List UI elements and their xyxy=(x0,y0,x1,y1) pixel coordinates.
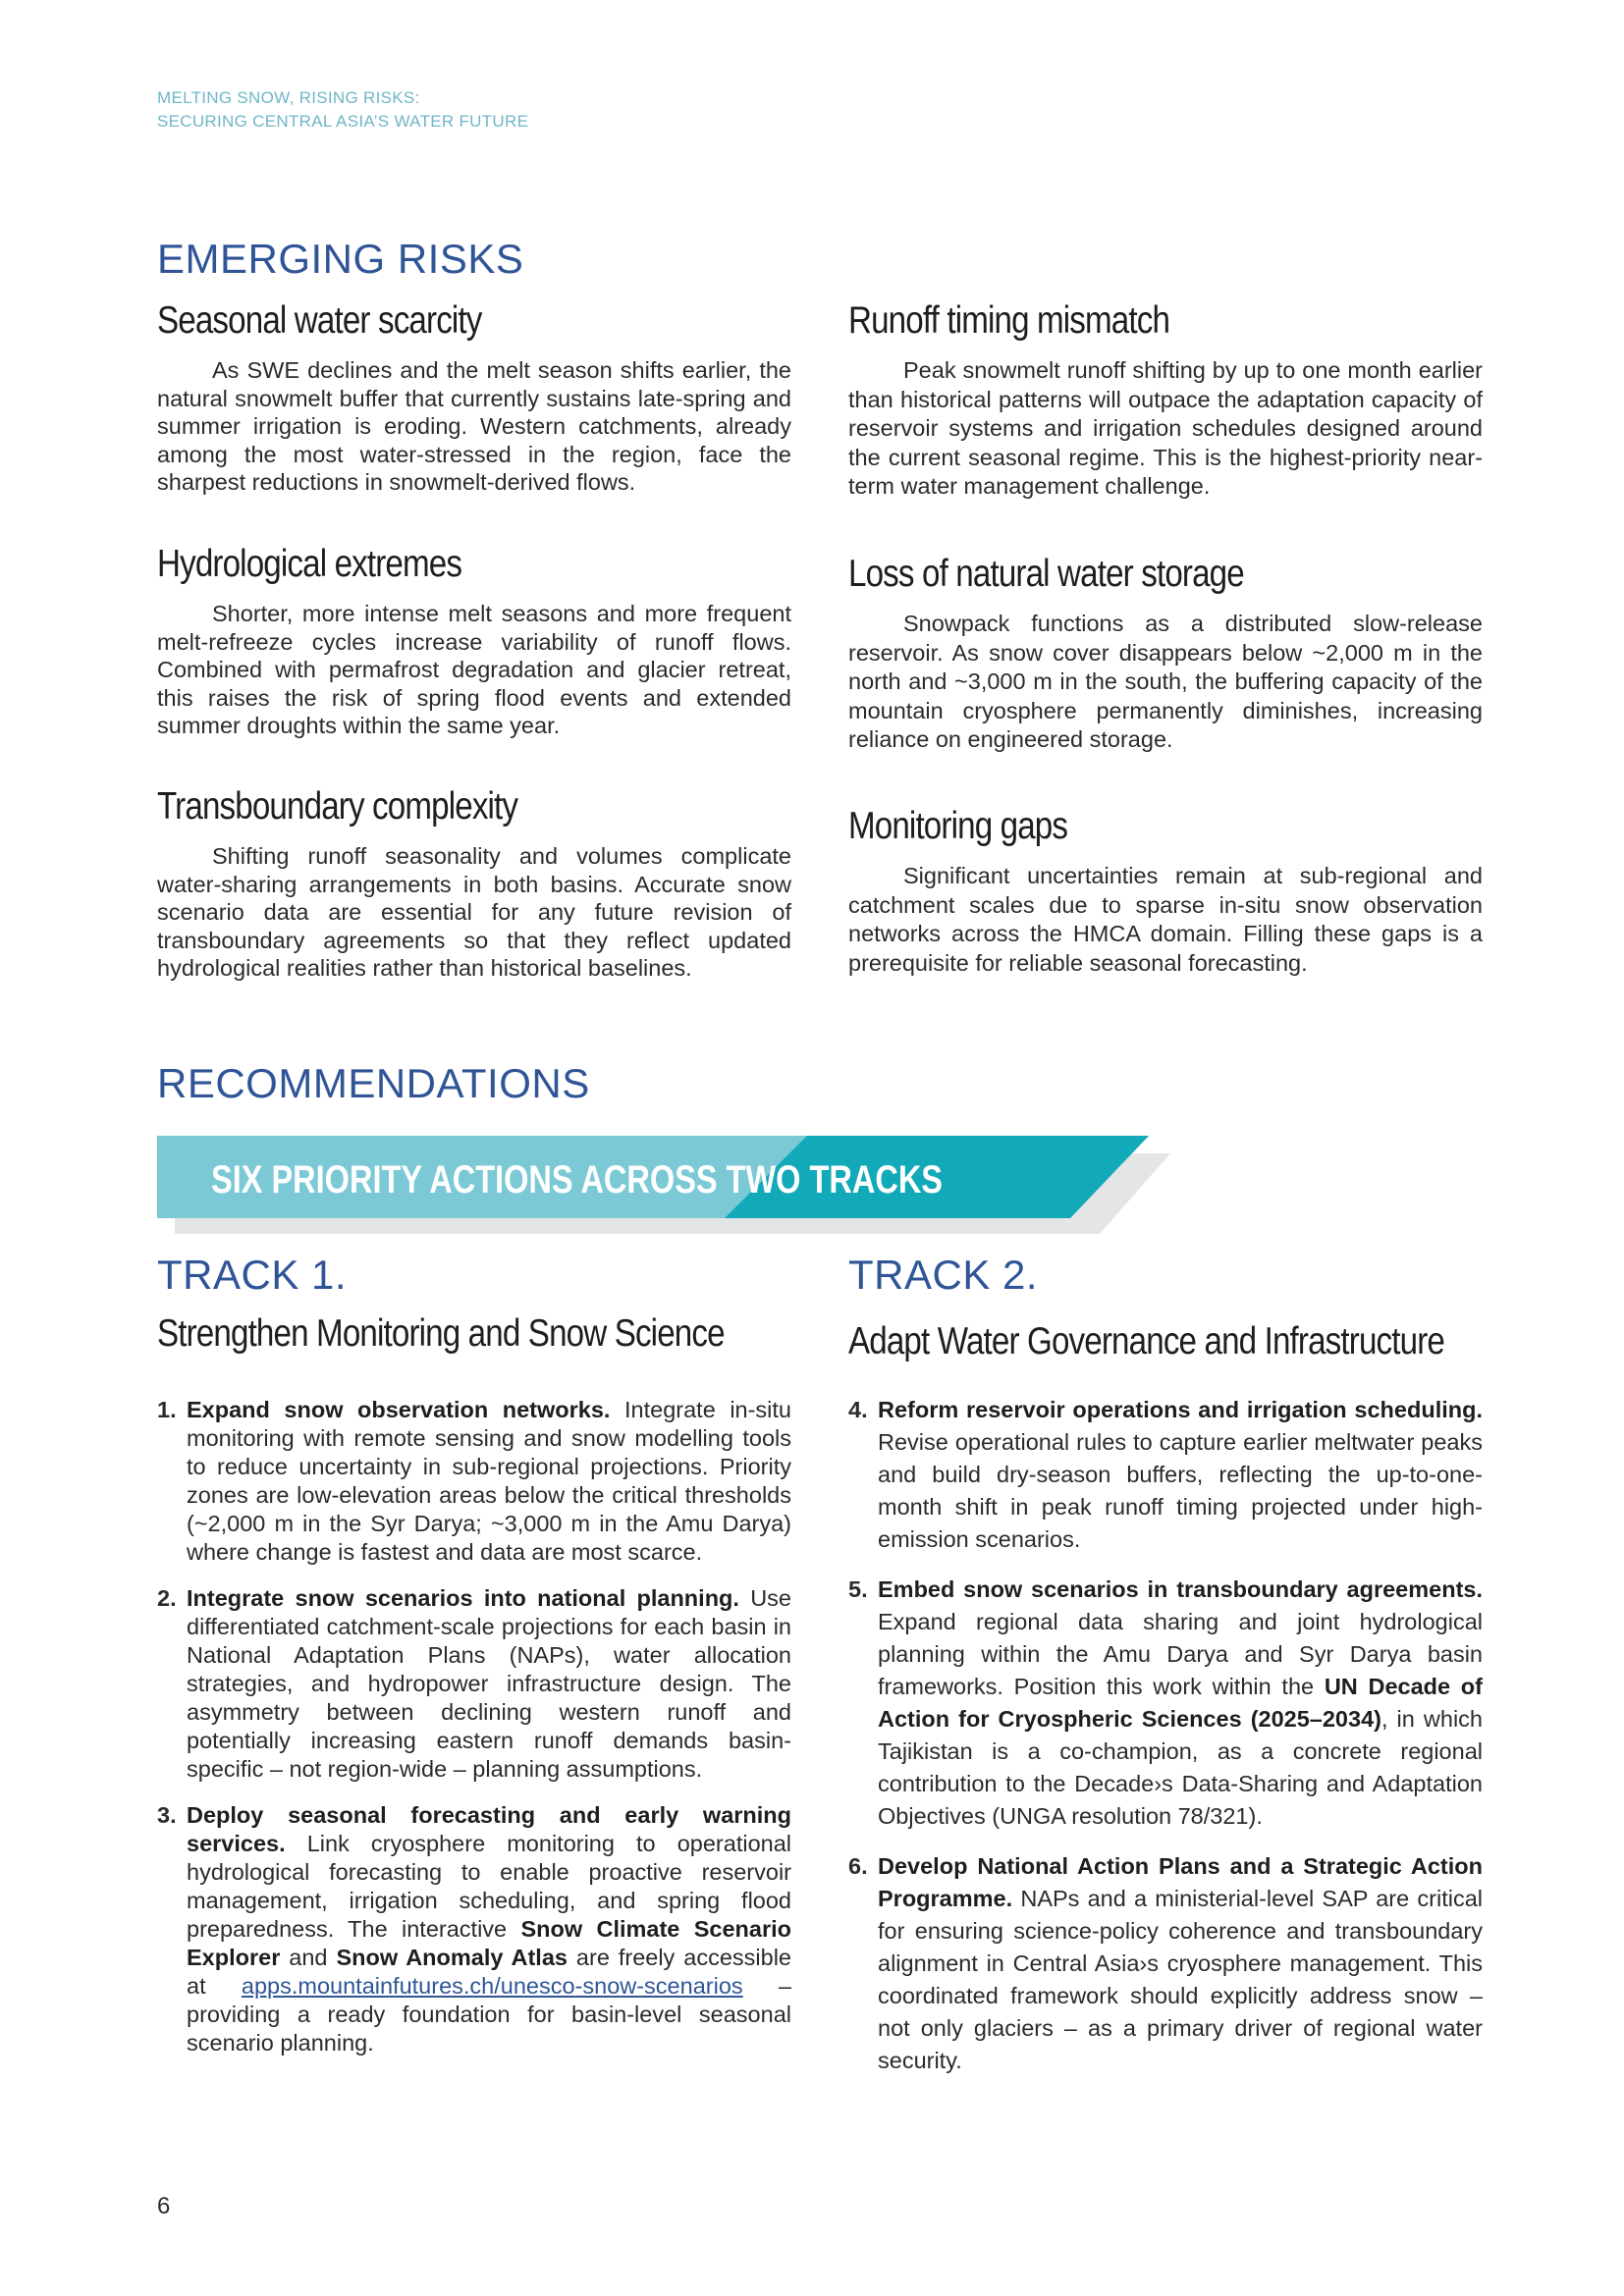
item-number: 4. xyxy=(848,1397,868,1422)
track-1-list xyxy=(157,1396,791,2075)
risk-runoff-timing-mismatch xyxy=(848,299,1483,502)
risk-body: Shifting runoff seasonality and volumes complicate water-sharing arrangements in both basins. Accurate snow scenario data are essential for any future revision of transboundary agreements so that they reflect updated hydrological realities rather than historical baselines. xyxy=(157,843,791,981)
item-number: 6. xyxy=(848,1853,868,1879)
item-text: Link cryosphere monitoring to operational hydrological forecasting to enable proactive reservoir management, irrigation scheduling, and spring flood preparedness. The interactive xyxy=(187,1831,791,1942)
risk-monitoring-gaps xyxy=(848,805,1483,978)
risk-heading: Transboundary complexity xyxy=(157,785,518,828)
item-lead: Develop National Action Plans and a Strategic Action Programme. xyxy=(878,1853,1483,1911)
item-text: Revise operational rules to capture earlier meltwater peaks and build dry-season buffers, reflecting the up-to-one-month shift in peak runoff timing projected under high-emission scenarios. xyxy=(878,1429,1483,1552)
header-line-2: SECURING CENTRAL ASIA’S WATER FUTURE xyxy=(157,112,529,131)
risk-body: Significant uncertainties remain at sub-regional and catchment scales due to sparse in-situ snow observation networks across the HMCA domain. Filling these gaps is a prerequisite for reliable seasonal forecasting. xyxy=(848,863,1483,976)
track-1-subtitle: Strengthen Monitoring and Snow Science xyxy=(157,1312,725,1355)
item-number: 3. xyxy=(157,1802,177,1828)
risk-body: Peak snowmelt runoff shifting by up to one month earlier than historical patterns will outpace the adaptation capacity of reservoir systems and irrigation schedules designed around the current seasonal regime. This is the highest-priority near-term water management challenge. xyxy=(848,357,1483,499)
risk-loss-of-natural-storage xyxy=(848,553,1483,755)
item-text: Integrate in-situ monitoring with remote sensing and snow modelling tools to reduce uncertainty in sub-regional projections. Priority zones are low-elevation areas below the critical thresholds (~2,000 m in the Syr Darya; ~3,000 m in the Amu Darya) where change is fastest and data are most scarce. xyxy=(187,1397,791,1565)
risk-body: Shorter, more intense melt seasons and more frequent melt-refreeze cycles increase variability of runoff flows. Combined with permafrost degradation and glacier retreat, this raises the risk of spring flood events and extended summer droughts within the same year. xyxy=(157,601,791,738)
item-text: Use differentiated catchment-scale projections for each basin in National Adaptation Plans (NAPs), water allocation strategies, and hydropower infrastructure design. The asymmetry between declining western runoff and potentially increasing eastern runoff demands basin-specific – not region-wide – planning assumptions. xyxy=(187,1585,791,1782)
item-number: 5. xyxy=(848,1576,868,1602)
item-text-3: – providing a ready foundation for basin-level seasonal scenario planning. xyxy=(187,1973,791,2056)
banner-text: SIX PRIORITY ACTIONS ACROSS TWO TRACKS xyxy=(211,1158,943,1201)
risk-heading: Runoff timing mismatch xyxy=(848,299,1170,342)
track-1-label: TRACK 1. xyxy=(157,1252,348,1298)
recommendation-item xyxy=(157,1801,791,2057)
recommendation-item xyxy=(848,1394,1483,1556)
item-number: 2. xyxy=(157,1585,177,1611)
item-text: NAPs and a ministerial-level SAP are critical for ensuring science-policy coherence and transboundary alignment in Central Asia›s cryosphere management. This coordinated framework should explicitly address snow – not only glaciers – as a primary driver of regional water security. xyxy=(878,1886,1483,2073)
recommendations-title: RECOMMENDATIONS xyxy=(157,1060,590,1106)
priority-actions-banner xyxy=(157,1136,1178,1234)
risk-body: Snowpack functions as a distributed slow-release reservoir. As snow cover disappears below ~2,000 m in the north and ~3,000 m in the south, the buffering capacity of the mountain cryosphere permanently diminishes, increasing reliance on engineered storage. xyxy=(848,611,1483,752)
risk-heading: Monitoring gaps xyxy=(848,805,1068,847)
item-lead: Embed snow scenarios in transboundary agreements. xyxy=(878,1576,1483,1602)
item-text-2: are freely accessible at xyxy=(187,1945,791,1999)
risk-heading: Loss of natural water storage xyxy=(848,553,1244,595)
item-lead: Expand snow observation networks. xyxy=(187,1397,611,1422)
un-decade-name: UN Decade of Action for Cryospheric Sciences (2025–2034) xyxy=(878,1674,1483,1732)
item-text-2: , in which Tajikistan is a co-champion, as a concrete regional contribution to the Decade›s Data-Sharing and Adaptation Objectives (UNGA resolution 78/321). xyxy=(878,1706,1483,1829)
item-lead: Reform reservoir operations and irrigation scheduling. xyxy=(878,1397,1483,1422)
risk-seasonal-water-scarcity xyxy=(157,299,791,497)
risk-transboundary-complexity xyxy=(157,785,791,983)
header-line-1: MELTING SNOW, RISING RISKS: xyxy=(157,88,420,107)
snow-scenarios-link[interactable]: apps.mountainfutures.ch/unesco-snow-scenarios xyxy=(241,1973,743,1999)
risk-body: As SWE declines and the melt season shifts earlier, the natural snowmelt buffer that currently sustains late-spring and summer irrigation is eroding. Western catchments, already among the most water-stressed in the region, face the sharpest reductions in snowmelt-derived flows. xyxy=(157,357,791,495)
track-2-list xyxy=(848,1394,1483,2095)
item-text: Expand regional data sharing and joint hydrological planning within the Amu Darya and Syr Darya basin frameworks. Position this work within the xyxy=(878,1609,1483,1699)
page-number: 6 xyxy=(157,2193,171,2219)
scenario-explorer-name: Snow Climate Scenario Explorer xyxy=(187,1916,791,1970)
recommendation-item xyxy=(157,1584,791,1784)
track-2-label: TRACK 2. xyxy=(848,1252,1039,1298)
risk-heading: Seasonal water scarcity xyxy=(157,299,482,342)
item-lead: Deploy seasonal forecasting and early warning services. xyxy=(187,1802,791,1856)
recommendation-item xyxy=(848,1574,1483,1833)
risk-heading: Hydrological extremes xyxy=(157,543,462,585)
item-text-and: and xyxy=(280,1945,337,1970)
recommendation-item xyxy=(157,1396,791,1567)
item-number: 1. xyxy=(157,1397,177,1422)
emerging-risks-title: EMERGING RISKS xyxy=(157,236,524,282)
risk-hydrological-extremes xyxy=(157,543,791,740)
anomaly-atlas-name: Snow Anomaly Atlas xyxy=(336,1945,568,1970)
recommendation-item xyxy=(848,1850,1483,2077)
running-header xyxy=(157,86,528,133)
item-lead: Integrate snow scenarios into national planning. xyxy=(187,1585,739,1611)
track-2-subtitle: Adapt Water Governance and Infrastructure xyxy=(848,1320,1445,1362)
